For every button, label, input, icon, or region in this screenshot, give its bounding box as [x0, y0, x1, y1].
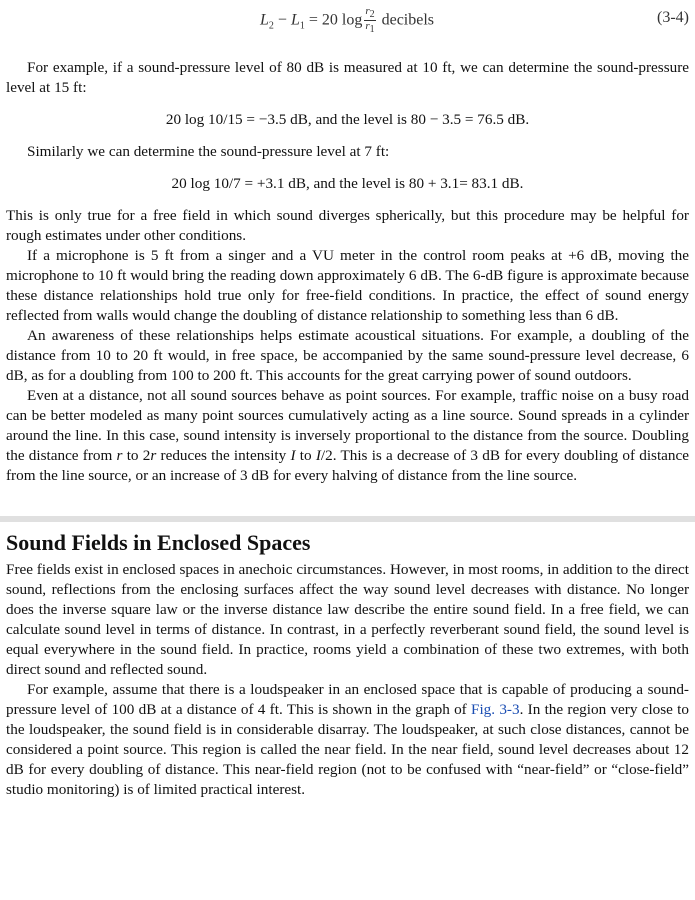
paragraph-enclosed-spaces: Free fields exist in enclosed spaces in anechoic circumstances. However, in most rooms, in addition to the direct sound, reflections from the enclosing surfaces affect the way sound level decreases with distance. No longer does the inverse square law or the inverse distance law describe the entire sound field. In a free field, we can calculate sound level in terms of distance. In contrast, in a perfectly reverberant sound field, the sound level is equal everywhere in the sound field. In practice, rooms yield a combination of these two extremes, with both direct sound and reflected sound.: [6, 561, 689, 678]
paragraph-example: For example, if a sound-pressure level of 80 dB is measured at 10 ft, we can determine the sound-pressure level at 15 ft:: [6, 59, 689, 96]
section-divider: [0, 516, 695, 522]
paragraph-free-field: This is only true for a free field in which sound diverges spherically, but this procedure may be helpful for rough estimates under other conditions.: [6, 207, 689, 244]
paragraph-microphone: If a microphone is 5 ft from a singer and a VU meter in the control room peaks at +6 dB, moving the microphone to 10 ft would bring the reading down approximately 6 dB. The 6-dB figure is approximate because these distance relationships hold true only for free-field conditions. In practice, the effect of sound energy reflected from walls would change the doubling of distance relationship to something less than 6 dB.: [6, 247, 689, 324]
equation-number: (3-4): [657, 9, 689, 26]
equation-row: [6, 0, 689, 46]
paragraph-similarly: Similarly we can determine the sound-pressure level at 7 ft:: [27, 143, 390, 160]
calculation-15ft: 20 log 10/15 = −3.5 dB, and the level is 80 − 3.5 = 76.5 dB.: [165, 111, 530, 128]
section-heading: Sound Fields in Enclosed Spaces: [6, 530, 311, 555]
paragraph-loudspeaker: For example, assume that there is a loudspeaker in an enclosed space that is capable of producing a sound-pressure level of 100 dB at a distance of 4 ft. This is shown in the graph of Fig. 3-3. In the region very close to the loudspeaker, the sound field is in considerable disarray. The loudspeaker, at such close distances, cannot be considered a point source. This region is called the near field. In the near field, sound level decreases about 12 dB for every doubling of distance. This near-field region (not to be confused with “near-field” or “close-field” studio monitoring) is of limited practical interest.: [6, 681, 689, 798]
paragraph-awareness: An awareness of these relationships helps estimate acoustical situations. For example, a doubling of the distance from 10 to 20 ft would, in free space, be accompanied by the same sound-pressure level decrease, 6 dB, as for a doubling from 100 to 200 ft. This accounts for the great carrying power of sound outdoors.: [6, 327, 689, 384]
calculation-7ft: 20 log 10/7 = +3.1 dB, and the level is 80 + 3.1= 83.1 dB.: [171, 175, 524, 192]
fraction-r2-r1: $\frac{r_2}{r_1}$: [365, 5, 375, 36]
equation-3-4: $L_2 - L_1 = 20$ log $\frac{r_2}{r_1}$ decibels: [260, 5, 435, 36]
figure-3-3-link[interactable]: Fig. 3-3: [471, 701, 520, 718]
page: [6, 0, 689, 800]
paragraph-line-source: Even at a distance, not all sound sources behave as point sources. For example, traffic noise on a busy road can be better modeled as many point sources cumulatively acting as a line source. Sound spreads in a cylinder around the line. In this case, sound intensity is inversely proportional to the distance from the source. Doubling the distance from r to 2r reduces the intensity I to I/2. This is a decrease of 3 dB for every doubling of distance from the line source, or an increase of 3 dB for every halving of distance from the line source.: [6, 387, 689, 484]
